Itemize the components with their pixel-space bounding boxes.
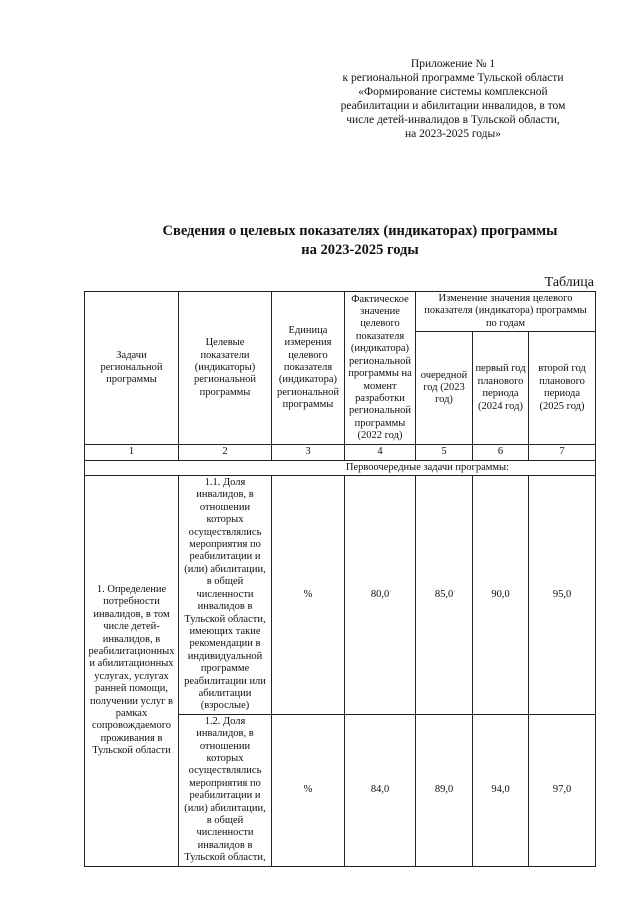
indicator-cell: 1.2. Доля инвалидов, в отношении которых осуществлялись мероприятия по реабилитации и (или) абилитации, в общей численности инвалидов в Тульской области,: [179, 714, 272, 866]
column-number: 7: [529, 445, 596, 460]
annex-line: к региональной программе Тульской области: [342, 72, 564, 84]
column-number: 1: [85, 445, 179, 460]
value-2025-cell: 95,0: [529, 476, 596, 715]
column-number: 6: [473, 445, 529, 460]
actual-value-cell: 84,0: [345, 714, 416, 866]
annex-line: «Формирование системы комплексной: [358, 86, 548, 98]
header-year-2025: второй год планового периода (2025 год): [529, 332, 596, 445]
document-title: [130, 222, 590, 260]
section-heading: Первоочередные задачи программы:: [85, 460, 596, 475]
header-tasks: Задачи региональной программы: [85, 292, 179, 445]
column-number: 3: [272, 445, 345, 460]
unit-cell: %: [272, 714, 345, 866]
indicator-cell: 1.1. Доля инвалидов, в отношении которых осуществлялись мероприятия по реабилитации и (или) абилитации, в общей численности инвалидов в Тульской области, имеющих такие рекомендации в индивидуальной программе реабилитации или абилитации (взрослые): [179, 476, 272, 715]
header-actual-value: Фактическое значение целевого показателя (индикатора) региональной программы на момент разработки региональной программы (2022 год): [345, 292, 416, 445]
annex-note: [318, 57, 588, 141]
header-unit: Единица измерения целевого показателя (индикатора) региональной программы: [272, 292, 345, 445]
value-2024-cell: 90,0: [473, 476, 529, 715]
annex-line: реабилитации и абилитации инвалидов, в том: [340, 100, 566, 112]
value-2025-cell: 97,0: [529, 714, 596, 866]
actual-value-cell: 80,0: [345, 476, 416, 715]
header-change-by-years: Изменение значения целевого показателя (индикатора) программы по годам: [416, 292, 596, 332]
header-year-2024: первый год планового периода (2024 год): [473, 332, 529, 445]
title-line-2: на 2023-2025 годы: [301, 242, 419, 258]
table-label: Таблица: [544, 275, 594, 290]
column-number: 5: [416, 445, 473, 460]
value-2023-cell: 85,0: [416, 476, 473, 715]
title-line-1: Сведения о целевых показателях (индикаторах) программы: [162, 223, 558, 239]
header-year-2023: очередной год (2023 год): [416, 332, 473, 445]
annex-line: Приложение № 1: [410, 58, 496, 70]
unit-cell: %: [272, 476, 345, 715]
table-row: [85, 476, 596, 715]
header-indicators: Целевые показатели (индикаторы) региональной программы: [179, 292, 272, 445]
column-number: 2: [179, 445, 272, 460]
indicators-table: [84, 291, 596, 867]
annex-line: на 2023-2025 годы»: [404, 128, 501, 140]
value-2023-cell: 89,0: [416, 714, 473, 866]
column-number: 4: [345, 445, 416, 460]
annex-line: числе детей-инвалидов в Тульской области,: [346, 114, 560, 126]
value-2024-cell: 94,0: [473, 714, 529, 866]
task-cell: 1. Определение потребности инвалидов, в том числе детей-инвалидов, в реабилитационных и абилитационных услугах, услугах ранней помощи, получении услуг в рамках сопровождаемого проживания в Тульской области: [85, 476, 179, 867]
